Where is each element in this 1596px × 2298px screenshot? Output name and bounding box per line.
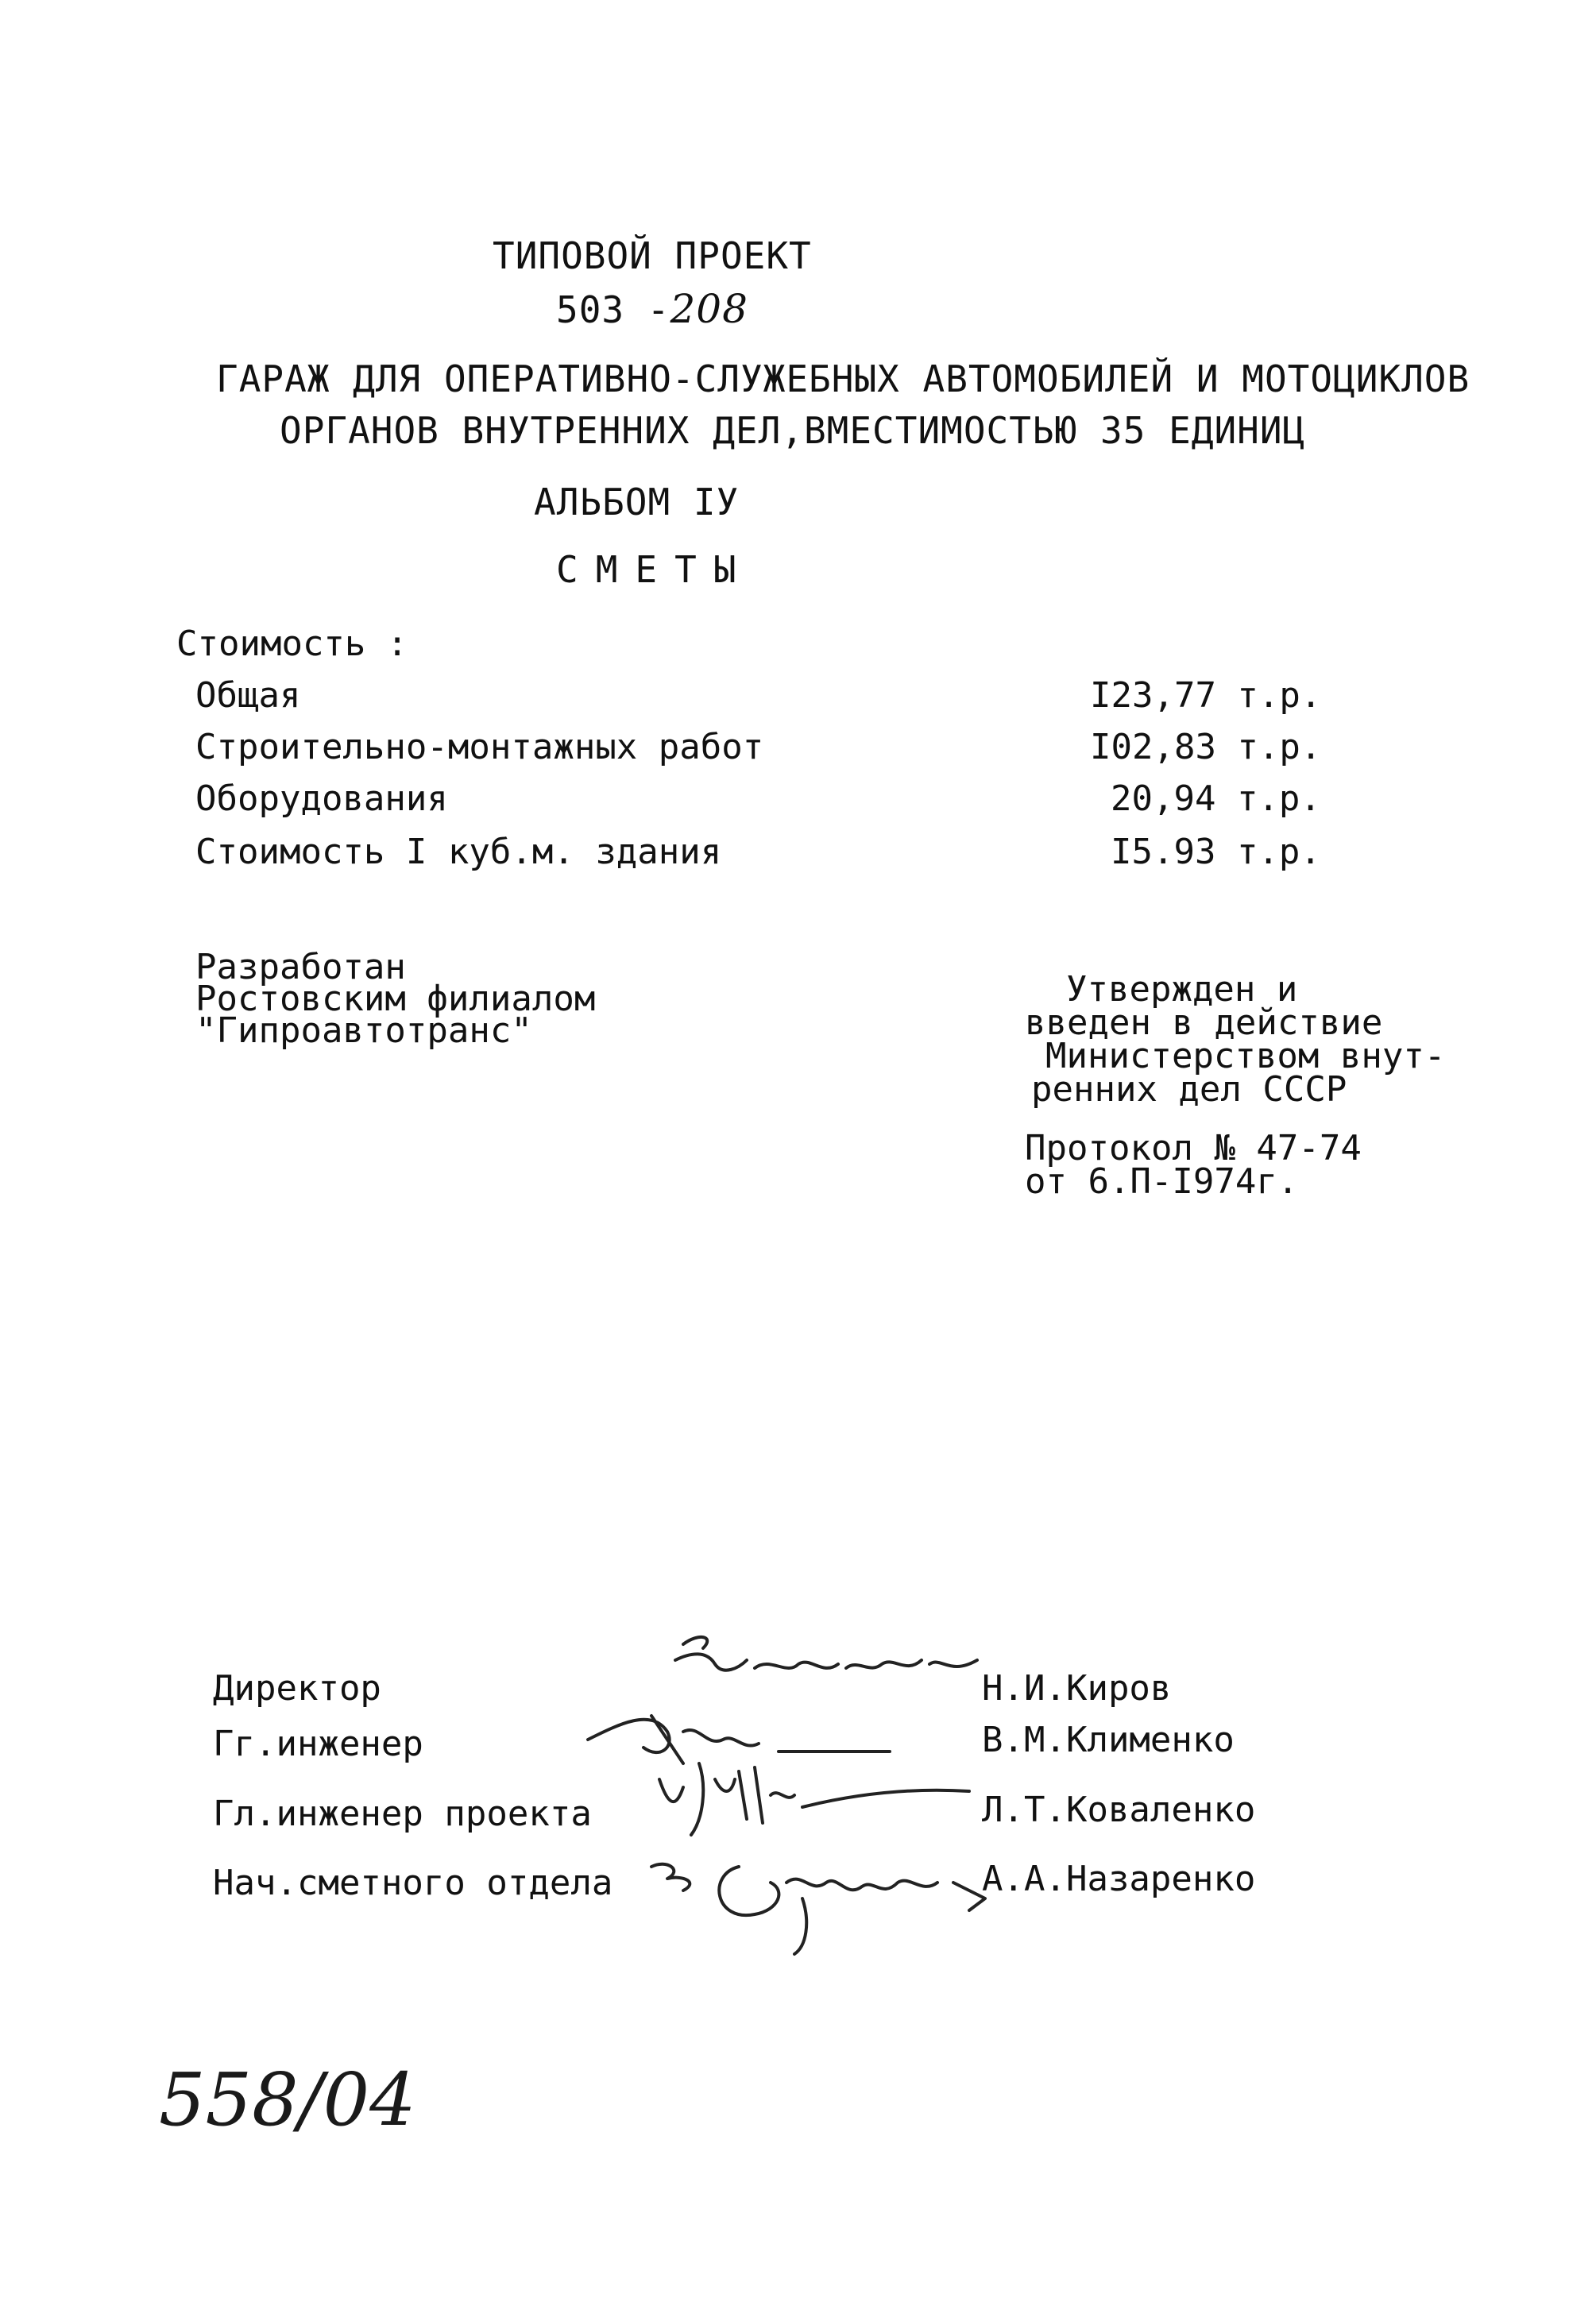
cost-label-equipment: Оборудования bbox=[195, 778, 448, 819]
developer-block bbox=[195, 947, 596, 1051]
approval-line3: Министерством внут- bbox=[1045, 1036, 1446, 1076]
project-series: 503 - bbox=[556, 288, 670, 331]
project-title-line1: ГАРАЖ ДЛЯ ОПЕРАТИВНО-СЛУЖЕБНЫХ АВТОМОБИЛЕЙ И МОТОЦИКЛОВ bbox=[216, 357, 1470, 400]
approval-line2: введен в действие bbox=[1025, 1002, 1383, 1043]
project-number-handwritten: 208 bbox=[670, 286, 748, 332]
costs-heading: Стоимость : bbox=[176, 624, 408, 664]
signatory-name-director: Н.И.Киров bbox=[982, 1668, 1172, 1709]
project-number bbox=[556, 286, 748, 332]
signatory-name-project-engineer: Л.Т.Коваленко bbox=[982, 1790, 1256, 1830]
cost-label-construction: Строительно-монтажных работ bbox=[195, 727, 764, 767]
cost-label-total: Общая bbox=[195, 675, 301, 716]
approval-line1: Утвержден и bbox=[1066, 969, 1298, 1010]
cost-value-construction: I02,83 т.р. bbox=[1090, 727, 1322, 767]
signature-director bbox=[628, 1620, 993, 1700]
signatory-role-chief-engineer: Гг.инженер bbox=[213, 1724, 423, 1764]
project-type-label: ТИПОВОЙ ПРОЕКТ bbox=[493, 234, 812, 277]
signature-estimates-head bbox=[636, 1835, 1001, 1962]
signatory-role-estimates-head: Нач.сметного отдела bbox=[213, 1863, 613, 1903]
project-title-line2: ОРГАНОВ ВНУТРЕННИХ ДЕЛ,ВМЕСТИМОСТЬЮ 35 ЕДИНИЦ bbox=[280, 409, 1306, 452]
signatory-name-estimates-head: А.А.Назаренко bbox=[982, 1859, 1256, 1899]
signatory-role-project-engineer: Гл.инженер проекта bbox=[213, 1794, 592, 1834]
cost-value-total: I23,77 т.р. bbox=[1090, 675, 1322, 716]
cost-value-equipment: 20,94 т.р. bbox=[1111, 778, 1321, 819]
approval-date: от 6.П-I974г. bbox=[1025, 1161, 1299, 1202]
signatory-name-chief-engineer: В.М.Клименко bbox=[982, 1720, 1235, 1760]
archive-number: 558/04 bbox=[159, 2057, 416, 2142]
section-title: СМЕТЫ bbox=[556, 548, 754, 591]
cost-value-per-cubic-meter: I5.93 т.р. bbox=[1111, 832, 1321, 872]
developer-line3: "Гипроавтотранс" bbox=[195, 1010, 532, 1051]
approval-protocol: Протокол № 47-74 bbox=[1025, 1128, 1362, 1168]
signatory-role-director: Директор bbox=[213, 1668, 381, 1709]
developer-line2: Ростовским филиалом bbox=[195, 979, 596, 1019]
cost-label-per-cubic-meter: Стоимость I куб.м. здания bbox=[195, 832, 722, 872]
approval-line4: ренних дел СССР bbox=[1031, 1069, 1347, 1110]
developer-line1: Разработан bbox=[195, 947, 406, 987]
album-label: АЛЬБОМ IУ bbox=[534, 481, 740, 523]
